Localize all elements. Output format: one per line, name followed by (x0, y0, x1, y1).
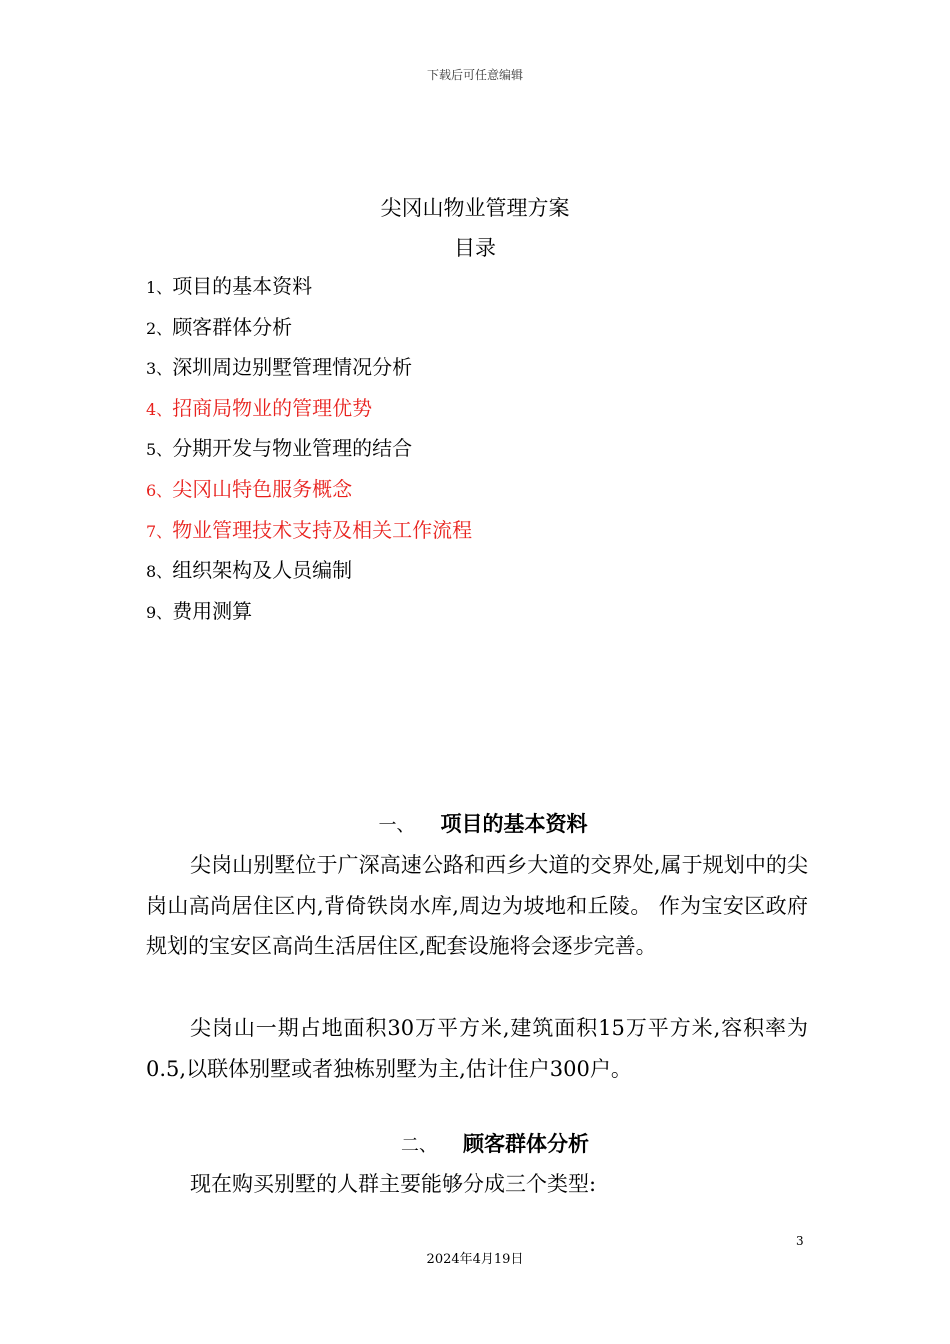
section-heading (8, 808, 950, 838)
toc-item (146, 554, 472, 595)
toc-item (146, 270, 472, 311)
body-paragraph: 现在购买别墅的人群主要能够分成三个类型: (190, 1172, 597, 1196)
toc-item (146, 311, 472, 352)
toc-item-number: 6、 (146, 480, 173, 500)
section-marker: 一、 (378, 815, 415, 836)
toc-item-text: 招商局物业的管理优势 (172, 395, 373, 420)
toc-item-number: 3、 (146, 359, 173, 379)
body-paragraph: 尖岗山别墅位于广深高速公路和西乡大道的交界处,属于规划中的尖岗山高尚居住区内,背倚铁岗水库,周边为坡地和丘陵。 作为宝安区政府规划的宝安区高尚生活居住区,配套设施将会逐步完善。 (146, 853, 808, 958)
page-number: 3 (796, 1234, 804, 1248)
body-paragraph: 尖岗山一期占地面积30万平方米,建筑面积15万平方米,容积率为0.5,以联体别墅或者独栋别墅为主,估计住户300户。 (146, 1016, 808, 1081)
toc-item-number: 7、 (146, 521, 173, 541)
section-heading (20, 1128, 950, 1158)
section-marker: 二、 (401, 1135, 437, 1156)
toc-item-number: 9、 (146, 602, 173, 622)
document-title: 尖冈山物业管理方案 (380, 196, 570, 220)
toc-item (146, 595, 472, 636)
toc-item-text: 项目的基本资料 (172, 274, 313, 298)
toc-item-text: 分期开发与物业管理的结合 (172, 436, 413, 461)
toc-item-text: 组织架构及人员编制 (172, 558, 353, 583)
toc-item-text: 尖冈山特色服务概念 (172, 476, 353, 501)
toc-item (146, 473, 472, 514)
table-of-contents (146, 270, 472, 635)
toc-item-text: 费用测算 (172, 598, 253, 623)
toc-item-text: 物业管理技术支持及相关工作流程 (172, 517, 473, 542)
toc-item (146, 392, 472, 433)
toc-heading: 目录 (454, 236, 496, 260)
toc-item-text: 深圳周边别墅管理情况分析 (172, 355, 413, 380)
toc-item-text: 顾客群体分析 (172, 314, 293, 339)
toc-item (146, 514, 472, 555)
toc-item-number: 8、 (146, 562, 173, 582)
toc-item-number: 1、 (146, 278, 173, 297)
toc-item-number: 2、 (146, 318, 173, 338)
toc-item (146, 432, 472, 473)
toc-item-number: 4、 (146, 399, 173, 419)
section-title: 项目的基本资料 (440, 811, 588, 836)
footer-date: 2024年4月19日 (426, 1252, 524, 1267)
section-title: 顾客群体分析 (463, 1131, 589, 1156)
toc-item-number: 5、 (146, 440, 173, 460)
header-note: 下载后可任意编辑 (426, 68, 523, 82)
toc-item (146, 351, 472, 392)
